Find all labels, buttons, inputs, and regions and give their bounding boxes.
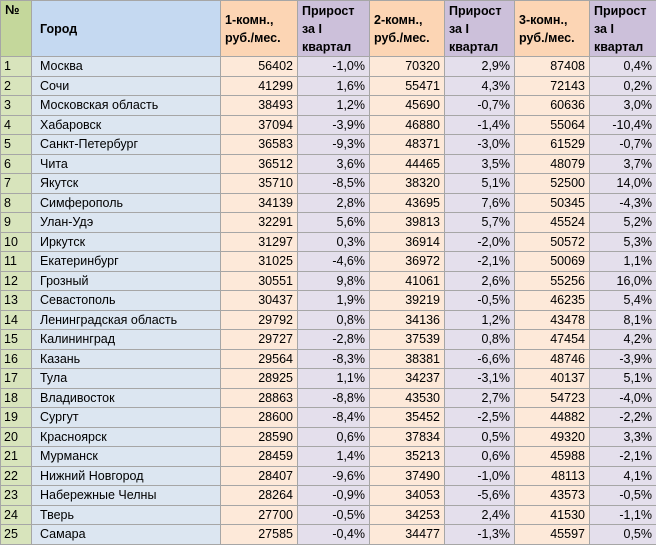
city-name: Севастополь xyxy=(32,291,221,311)
city-name: Москва xyxy=(32,57,221,77)
city-name: Тула xyxy=(32,369,221,389)
growth-1room: -8,3% xyxy=(298,349,370,369)
city-name: Калининград xyxy=(32,330,221,350)
row-number: 15 xyxy=(1,330,32,350)
price-2room: 35452 xyxy=(370,408,445,428)
growth-1room: -9,6% xyxy=(298,466,370,486)
price-1room: 28925 xyxy=(221,369,298,389)
growth-2room: -1,4% xyxy=(445,115,515,135)
row-number: 6 xyxy=(1,154,32,174)
growth-2room: -1,3% xyxy=(445,525,515,545)
growth-3room: -3,9% xyxy=(590,349,656,369)
table-row xyxy=(1,291,656,311)
price-2room: 36972 xyxy=(370,252,445,272)
price-1room: 32291 xyxy=(221,213,298,233)
city-name: Хабаровск xyxy=(32,115,221,135)
city-name: Сургут xyxy=(32,408,221,428)
table-row xyxy=(1,135,656,155)
price-2room: 45690 xyxy=(370,96,445,116)
growth-3room: -10,4% xyxy=(590,115,656,135)
row-number: 16 xyxy=(1,349,32,369)
city-name: Мурманск xyxy=(32,447,221,467)
table-row xyxy=(1,174,656,194)
price-2room: 39813 xyxy=(370,213,445,233)
row-number: 8 xyxy=(1,193,32,213)
price-1room: 28600 xyxy=(221,408,298,428)
growth-1room: 0,6% xyxy=(298,427,370,447)
growth-1room: -0,9% xyxy=(298,486,370,506)
price-3room: 45524 xyxy=(515,213,590,233)
city-name: Санкт-Петербург xyxy=(32,135,221,155)
growth-1room: 1,4% xyxy=(298,447,370,467)
header-3room: 3-комн., руб./мес. xyxy=(515,1,590,57)
price-2room: 34237 xyxy=(370,369,445,389)
growth-1room: 1,9% xyxy=(298,291,370,311)
price-3room: 72143 xyxy=(515,76,590,96)
growth-3room: 5,3% xyxy=(590,232,656,252)
price-1room: 28407 xyxy=(221,466,298,486)
price-1room: 37094 xyxy=(221,115,298,135)
city-name: Якутск xyxy=(32,174,221,194)
growth-3room: -4,3% xyxy=(590,193,656,213)
growth-3room: -0,7% xyxy=(590,135,656,155)
price-1room: 28264 xyxy=(221,486,298,506)
price-2room: 38320 xyxy=(370,174,445,194)
price-1room: 38493 xyxy=(221,96,298,116)
price-2room: 41061 xyxy=(370,271,445,291)
price-3room: 61529 xyxy=(515,135,590,155)
price-2room: 34053 xyxy=(370,486,445,506)
price-2room: 34477 xyxy=(370,525,445,545)
growth-2room: 3,5% xyxy=(445,154,515,174)
row-number: 4 xyxy=(1,115,32,135)
row-number: 1 xyxy=(1,57,32,77)
table-row xyxy=(1,369,656,389)
price-2room: 34253 xyxy=(370,505,445,525)
table-row xyxy=(1,427,656,447)
city-name: Ленинградская область xyxy=(32,310,221,330)
growth-3room: 5,2% xyxy=(590,213,656,233)
price-2room: 34136 xyxy=(370,310,445,330)
row-number: 23 xyxy=(1,486,32,506)
table-row xyxy=(1,193,656,213)
growth-2room: 0,5% xyxy=(445,427,515,447)
growth-3room: 0,4% xyxy=(590,57,656,77)
price-3room: 55256 xyxy=(515,271,590,291)
growth-3room: -0,5% xyxy=(590,486,656,506)
price-2room: 37490 xyxy=(370,466,445,486)
price-2room: 55471 xyxy=(370,76,445,96)
table-row xyxy=(1,57,656,77)
growth-1room: -0,5% xyxy=(298,505,370,525)
price-1room: 36583 xyxy=(221,135,298,155)
row-number: 13 xyxy=(1,291,32,311)
table-body xyxy=(1,57,656,545)
table-row xyxy=(1,505,656,525)
price-2room: 43695 xyxy=(370,193,445,213)
growth-2room: 2,9% xyxy=(445,57,515,77)
price-1room: 30437 xyxy=(221,291,298,311)
city-name: Московская область xyxy=(32,96,221,116)
growth-3room: -1,1% xyxy=(590,505,656,525)
row-number: 12 xyxy=(1,271,32,291)
price-1room: 29564 xyxy=(221,349,298,369)
price-3room: 50572 xyxy=(515,232,590,252)
header-growth-1room: Прирост за I квартал xyxy=(298,1,370,57)
price-2room: 46880 xyxy=(370,115,445,135)
row-number: 17 xyxy=(1,369,32,389)
price-3room: 44882 xyxy=(515,408,590,428)
row-number: 7 xyxy=(1,174,32,194)
row-number: 18 xyxy=(1,388,32,408)
price-3room: 49320 xyxy=(515,427,590,447)
price-1room: 34139 xyxy=(221,193,298,213)
row-number: 21 xyxy=(1,447,32,467)
header-row xyxy=(1,1,656,57)
growth-2room: -2,1% xyxy=(445,252,515,272)
growth-3room: -2,2% xyxy=(590,408,656,428)
price-1room: 31297 xyxy=(221,232,298,252)
price-2room: 37834 xyxy=(370,427,445,447)
price-3room: 47454 xyxy=(515,330,590,350)
price-1room: 29792 xyxy=(221,310,298,330)
row-number: 22 xyxy=(1,466,32,486)
table-row xyxy=(1,252,656,272)
row-number: 3 xyxy=(1,96,32,116)
row-number: 5 xyxy=(1,135,32,155)
city-name: Иркутск xyxy=(32,232,221,252)
header-num: № xyxy=(1,1,32,57)
city-name: Красноярск xyxy=(32,427,221,447)
growth-2room: 0,8% xyxy=(445,330,515,350)
growth-3room: 3,7% xyxy=(590,154,656,174)
price-3room: 87408 xyxy=(515,57,590,77)
price-3room: 50069 xyxy=(515,252,590,272)
price-3room: 43573 xyxy=(515,486,590,506)
growth-1room: -8,8% xyxy=(298,388,370,408)
price-1room: 27585 xyxy=(221,525,298,545)
table-row xyxy=(1,213,656,233)
row-number: 11 xyxy=(1,252,32,272)
row-number: 25 xyxy=(1,525,32,545)
growth-2room: 2,6% xyxy=(445,271,515,291)
growth-3room: 1,1% xyxy=(590,252,656,272)
price-3room: 43478 xyxy=(515,310,590,330)
price-3room: 52500 xyxy=(515,174,590,194)
price-1room: 28863 xyxy=(221,388,298,408)
table-row xyxy=(1,115,656,135)
growth-1room: 3,6% xyxy=(298,154,370,174)
growth-3room: 5,4% xyxy=(590,291,656,311)
row-number: 20 xyxy=(1,427,32,447)
price-3room: 46235 xyxy=(515,291,590,311)
price-3room: 55064 xyxy=(515,115,590,135)
growth-1room: 0,8% xyxy=(298,310,370,330)
table-row xyxy=(1,349,656,369)
growth-1room: 0,3% xyxy=(298,232,370,252)
city-name: Екатеринбург xyxy=(32,252,221,272)
growth-1room: -9,3% xyxy=(298,135,370,155)
growth-1room: -8,5% xyxy=(298,174,370,194)
header-1room: 1-комн., руб./мес. xyxy=(221,1,298,57)
price-1room: 41299 xyxy=(221,76,298,96)
price-1room: 27700 xyxy=(221,505,298,525)
price-3room: 48113 xyxy=(515,466,590,486)
growth-2room: 7,6% xyxy=(445,193,515,213)
city-name: Набережные Челны xyxy=(32,486,221,506)
growth-1room: -2,8% xyxy=(298,330,370,350)
growth-3room: 0,5% xyxy=(590,525,656,545)
row-number: 19 xyxy=(1,408,32,428)
growth-2room: -6,6% xyxy=(445,349,515,369)
growth-3room: 4,1% xyxy=(590,466,656,486)
row-number: 14 xyxy=(1,310,32,330)
growth-1room: 1,2% xyxy=(298,96,370,116)
price-1room: 28459 xyxy=(221,447,298,467)
growth-2room: -0,5% xyxy=(445,291,515,311)
table-row xyxy=(1,466,656,486)
row-number: 10 xyxy=(1,232,32,252)
growth-2room: 2,4% xyxy=(445,505,515,525)
price-1room: 31025 xyxy=(221,252,298,272)
growth-2room: -2,0% xyxy=(445,232,515,252)
growth-2room: -5,6% xyxy=(445,486,515,506)
price-2room: 48371 xyxy=(370,135,445,155)
city-name: Улан-Удэ xyxy=(32,213,221,233)
growth-3room: -2,1% xyxy=(590,447,656,467)
growth-1room: -4,6% xyxy=(298,252,370,272)
growth-3room: 0,2% xyxy=(590,76,656,96)
growth-3room: 16,0% xyxy=(590,271,656,291)
city-name: Грозный xyxy=(32,271,221,291)
growth-1room: 2,8% xyxy=(298,193,370,213)
price-2room: 43530 xyxy=(370,388,445,408)
header-city: Город xyxy=(32,1,221,57)
city-name: Казань xyxy=(32,349,221,369)
price-2room: 70320 xyxy=(370,57,445,77)
price-2room: 35213 xyxy=(370,447,445,467)
growth-3room: 14,0% xyxy=(590,174,656,194)
table-row xyxy=(1,310,656,330)
growth-1room: -3,9% xyxy=(298,115,370,135)
growth-3room: 8,1% xyxy=(590,310,656,330)
price-1room: 36512 xyxy=(221,154,298,174)
city-name: Симферополь xyxy=(32,193,221,213)
price-3room: 48746 xyxy=(515,349,590,369)
price-3room: 48079 xyxy=(515,154,590,174)
header-growth-3room: Прирост за I квартал xyxy=(590,1,656,57)
growth-2room: 4,3% xyxy=(445,76,515,96)
table-row xyxy=(1,408,656,428)
growth-1room: 5,6% xyxy=(298,213,370,233)
growth-3room: 3,3% xyxy=(590,427,656,447)
price-1room: 30551 xyxy=(221,271,298,291)
table-row xyxy=(1,330,656,350)
growth-2room: -3,1% xyxy=(445,369,515,389)
growth-2room: 2,7% xyxy=(445,388,515,408)
growth-2room: 5,1% xyxy=(445,174,515,194)
growth-3room: 3,0% xyxy=(590,96,656,116)
table-row xyxy=(1,486,656,506)
price-1room: 35710 xyxy=(221,174,298,194)
header-growth-2room: Прирост за I квартал xyxy=(445,1,515,57)
table-row xyxy=(1,271,656,291)
growth-1room: 9,8% xyxy=(298,271,370,291)
city-name: Чита xyxy=(32,154,221,174)
price-3room: 54723 xyxy=(515,388,590,408)
price-1room: 28590 xyxy=(221,427,298,447)
growth-2room: -1,0% xyxy=(445,466,515,486)
price-3room: 45597 xyxy=(515,525,590,545)
growth-1room: 1,6% xyxy=(298,76,370,96)
price-3room: 60636 xyxy=(515,96,590,116)
growth-2room: -3,0% xyxy=(445,135,515,155)
row-number: 24 xyxy=(1,505,32,525)
growth-2room: 1,2% xyxy=(445,310,515,330)
table-row xyxy=(1,76,656,96)
table-row xyxy=(1,154,656,174)
growth-3room: -4,0% xyxy=(590,388,656,408)
growth-2room: -2,5% xyxy=(445,408,515,428)
growth-2room: -0,7% xyxy=(445,96,515,116)
row-number: 9 xyxy=(1,213,32,233)
growth-1room: -1,0% xyxy=(298,57,370,77)
price-3room: 40137 xyxy=(515,369,590,389)
city-name: Владивосток xyxy=(32,388,221,408)
table-row xyxy=(1,447,656,467)
price-1room: 29727 xyxy=(221,330,298,350)
growth-2room: 0,6% xyxy=(445,447,515,467)
price-2room: 38381 xyxy=(370,349,445,369)
price-2room: 44465 xyxy=(370,154,445,174)
table-row xyxy=(1,525,656,545)
growth-1room: 1,1% xyxy=(298,369,370,389)
table-row xyxy=(1,232,656,252)
table-row xyxy=(1,96,656,116)
city-name: Сочи xyxy=(32,76,221,96)
price-1room: 56402 xyxy=(221,57,298,77)
growth-2room: 5,7% xyxy=(445,213,515,233)
header-2room: 2-комн., руб./мес. xyxy=(370,1,445,57)
table-row xyxy=(1,388,656,408)
price-2room: 36914 xyxy=(370,232,445,252)
city-name: Нижний Новгород xyxy=(32,466,221,486)
price-2room: 37539 xyxy=(370,330,445,350)
row-number: 2 xyxy=(1,76,32,96)
city-name: Тверь xyxy=(32,505,221,525)
growth-1room: -8,4% xyxy=(298,408,370,428)
growth-3room: 5,1% xyxy=(590,369,656,389)
price-3room: 45988 xyxy=(515,447,590,467)
price-2room: 39219 xyxy=(370,291,445,311)
growth-3room: 4,2% xyxy=(590,330,656,350)
price-3room: 41530 xyxy=(515,505,590,525)
growth-1room: -0,4% xyxy=(298,525,370,545)
price-3room: 50345 xyxy=(515,193,590,213)
city-name: Самара xyxy=(32,525,221,545)
